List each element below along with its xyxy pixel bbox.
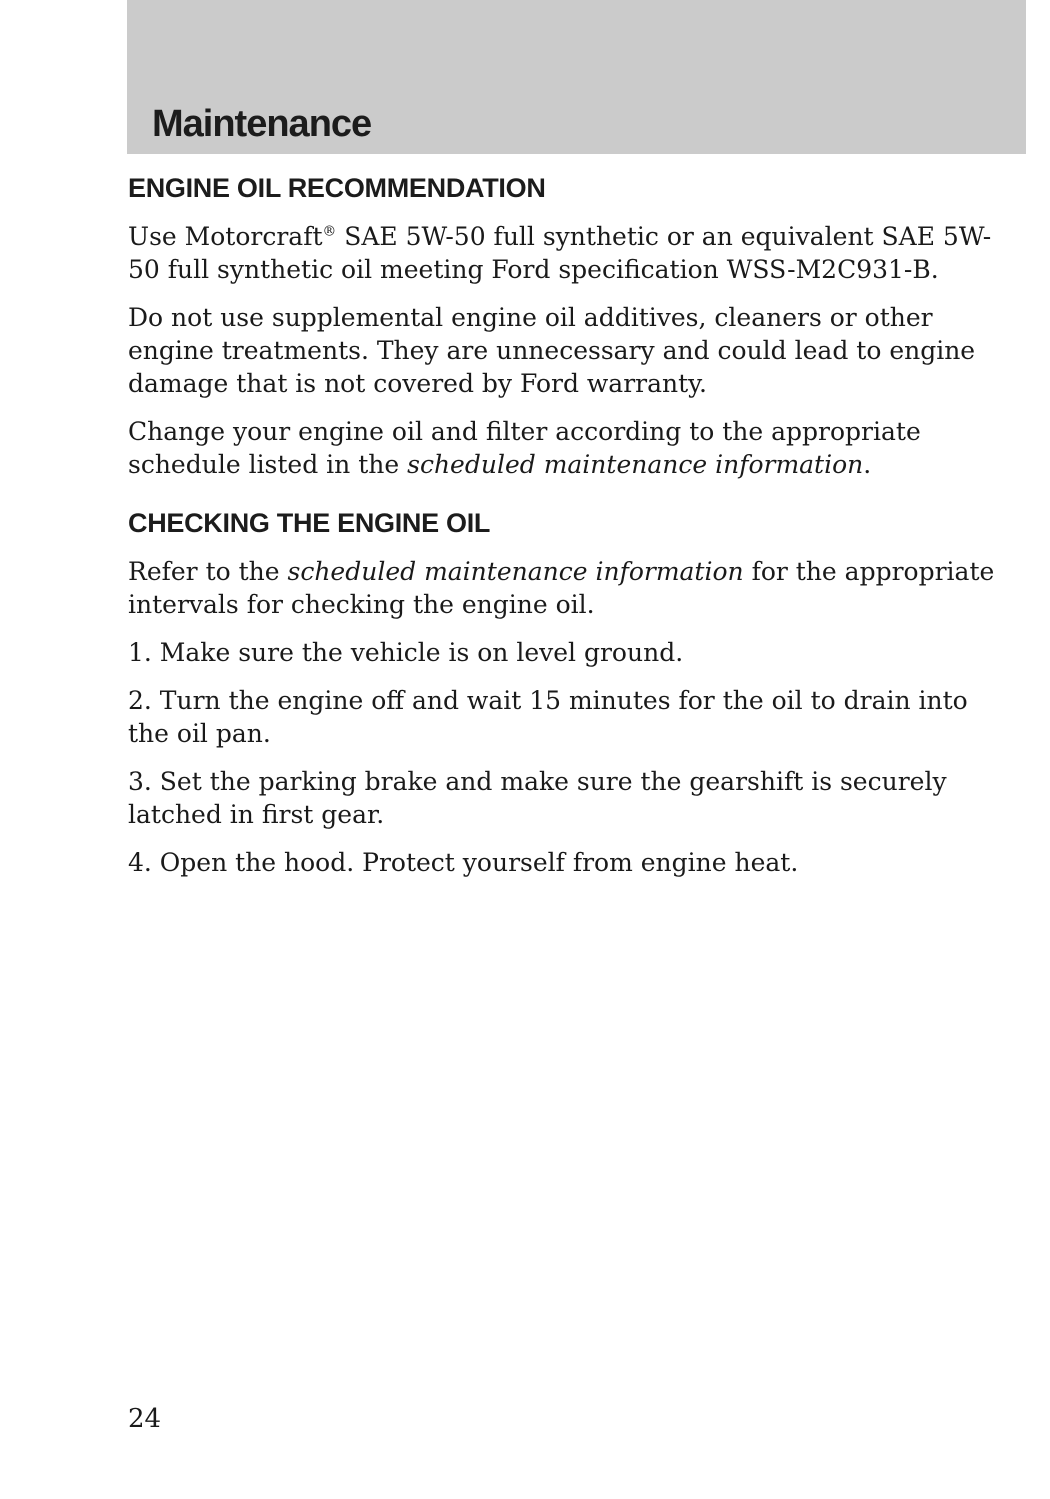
page-number: 24	[128, 1404, 162, 1434]
paragraph-refer-intervals	[128, 555, 1016, 621]
paragraph-oil-spec-rest: SAE 5W-50 full synthetic or an equivalent SAE 5W-50 full synthetic oil meeting Ford specification WSS-M2C931-B.	[128, 222, 992, 284]
step-2: 2. Turn the engine off and wait 15 minutes for the oil to drain into the oil pan.	[128, 686, 968, 748]
paragraph-additives-warning: Do not use supplemental engine oil additives, cleaners or other engine treatments. They are unnecessary and could lead to engine damage that is not covered by Ford warranty.	[128, 303, 976, 398]
chapter-title: Maintenance	[152, 103, 372, 145]
paragraph-change-oil-text: Change your engine oil and filter according to the appropriate schedule listed in the	[128, 417, 921, 479]
scheduled-maintenance-reference: scheduled maintenance information	[287, 557, 744, 586]
paragraph-oil-spec-text: Use Motorcraft	[128, 222, 323, 251]
step-1: 1. Make sure the vehicle is on level ground.	[128, 638, 684, 667]
paragraph-refer-text: Refer to the	[128, 557, 288, 586]
paragraph-change-oil-end: .	[863, 450, 872, 479]
paragraph-oil-spec	[128, 220, 1016, 286]
registered-trademark-symbol: ®	[322, 223, 337, 240]
chapter-banner	[127, 0, 1026, 154]
document-content	[128, 166, 1016, 894]
heading-checking-engine-oil: CHECKING THE ENGINE OIL	[128, 508, 491, 538]
step-3: 3. Set the parking brake and make sure the gearshift is securely latched in first gear.	[128, 767, 947, 829]
paragraph-refer-end: for the appropriate intervals for checking the engine oil.	[128, 557, 995, 619]
paragraph-change-oil	[128, 415, 1016, 481]
scheduled-maintenance-reference: scheduled maintenance information	[407, 450, 864, 479]
step-4: 4. Open the hood. Protect yourself from engine heat.	[128, 848, 799, 877]
heading-engine-oil-recommendation: ENGINE OIL RECOMMENDATION	[128, 173, 546, 203]
